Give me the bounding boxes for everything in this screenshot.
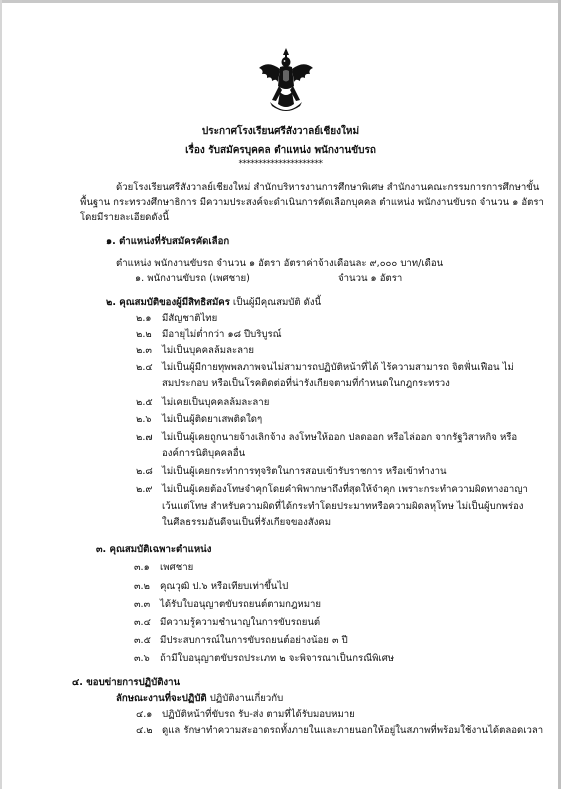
list-item: ๓.๖ ถ้ามีใบอนุญาตขับรถประเภท ๒ จะพิจารณาเป็นกรณีพิเศษ [134, 653, 395, 664]
intro-line-1: ด้วยโรงเรียนศรีสังวาลย์เชียงใหม่ สำนักบริหารงานการศึกษาพิเศษ สำนักงานคณะกรรมการการศึกษาขั้น [116, 182, 540, 193]
list-item: ๒.๑ มีสัญชาติไทย [136, 313, 218, 324]
list-item: ๒.๖ ไม่เป็นผู้ติดยาเสพติดใดๆ [136, 414, 263, 425]
section-3-heading: ๓. คุณสมบัติเฉพาะตำแหน่ง [96, 544, 212, 555]
separator-line: ********************* [238, 159, 323, 169]
section-4-heading: ๔. ขอบข่ายการปฏิบัติงาน [72, 677, 181, 688]
list-item: ๒.๘ ไม่เป็นผู้เคยกระทำการทุจริตในการสอบเข้ารับราชการ หรือเข้าทำงาน [136, 466, 447, 477]
intro-line-2: พื้นฐาน กระทรวงศึกษาธิการ มีความประสงค์จะดำเนินการคัดเลือกบุคคล ตำแหน่ง พนักงานขับรถ จำนวน ๑ อัตรา [80, 197, 544, 208]
announcement-subject: เรื่อง รับสมัครบุคคล ตำแหน่ง พนักงานขับรถ [185, 145, 376, 156]
list-item: ๓.๒ คุณวุฒิ ป.๖ หรือเทียบเท่าขึ้นไป [134, 581, 289, 592]
list-item-continuation: ในศีลธรรมอันดีจนเป็นที่รังเกียจของสังคม [162, 517, 332, 528]
list-item: ๓.๑ เพศชาย [134, 562, 194, 573]
section-2-heading-bold: ๒. คุณสมบัติของผู้มีสิทธิสมัคร [106, 297, 230, 308]
list-item: ๔.๑ ปฏิบัติหน้าที่ขับรถ รับ-ส่ง ตามที่ได้รับมอบหมาย [136, 709, 355, 720]
list-item: ๒.๕ ไม่เคยเป็นบุคคลล้มละลาย [136, 397, 270, 408]
section-1-count: จำนวน ๑ อัตรา [338, 273, 403, 284]
section-4-sub-bold: ลักษณะงานที่จะปฏิบัติ [116, 693, 207, 704]
page-left-edge [0, 0, 2, 789]
list-item-continuation: องค์การนิติบุคคลอื่น [162, 448, 246, 459]
section-1-position-line: ตำแหน่ง พนักงานขับรถ จำนวน ๑ อัตรา อัตราค่าจ้างเดือนละ ๙,๐๐๐ บาท/เดือน [116, 258, 444, 269]
list-item-continuation: สมประกอบ หรือเป็นโรคติดต่อที่น่ารังเกียจตามที่กำหนดในกฎกระทรวง [162, 378, 450, 389]
section-1-item: ๑. พนักงานขับรถ (เพศชาย) [135, 273, 250, 284]
list-item-continuation: เว้นแต่โทษ สำหรับความผิดที่ได้กระทำโดยประมาทหรือความผิดลหุโทษ ไม่เป็นผู้บกพร่อง [162, 501, 524, 512]
garuda-emblem-icon [256, 46, 316, 118]
list-item: ๒.๙ ไม่เป็นผู้เคยต้องโทษจำคุกโดยคำพิพากษาถึงที่สุดให้จำคุก เพราะกระทำความผิดทางอาญา [136, 484, 528, 495]
announcement-title: ประกาศโรงเรียนศรีสังวาลย์เชียงใหม่ [201, 126, 360, 137]
list-item: ๓.๕ มีประสบการณ์ในการขับรถยนต์อย่างน้อย ๓ ปี [134, 635, 348, 646]
intro-line-3: โดยมีรายละเอียดดังนี้ [80, 212, 169, 223]
page-top-edge [0, 0, 561, 3]
section-1-heading: ๑. ตำแหน่งที่รับสมัครคัดเลือก [106, 236, 230, 247]
list-item: ๓.๓ ได้รับใบอนุญาตขับรถยนต์ตามกฎหมาย [134, 599, 322, 610]
list-item: ๔.๒ ดูแล รักษาทำความสะอาดรถทั้งภายในและภายนอกให้อยู่ในสภาพที่พร้อมใช้งานได้ตลอดเวลา [136, 725, 544, 736]
section-4-sub-rest: ปฏิบัติงานเกี่ยวกับ [206, 693, 284, 704]
list-item: ๒.๔ ไม่เป็นผู้มีกายทุพพลภาพจนไม่สามารถปฏิบัติหน้าที่ได้ ไร้ความสามารถ จิตฟั่นเฟือน ไม่ [136, 362, 514, 373]
list-item: ๓.๔ มีความรู้ความชำนาญในการขับรถยนต์ [134, 617, 321, 628]
section-2-heading [106, 296, 321, 309]
list-item: ๒.๗ ไม่เป็นผู้เคยถูกนายจ้างเลิกจ้าง ลงโทษให้ออก ปลดออก หรือไล่ออก จากรัฐวิสาหกิจ หรือ [136, 432, 518, 443]
list-item: ๒.๓ ไม่เป็นบุคคลล้มละลาย [136, 345, 255, 356]
section-4-subheading [116, 692, 283, 705]
list-item: ๒.๒ มีอายุไม่ต่ำกว่า ๑๘ ปีบริบูรณ์ [136, 329, 282, 340]
section-2-heading-rest: เป็นผู้มีคุณสมบัติ ดังนี้ [229, 297, 322, 308]
